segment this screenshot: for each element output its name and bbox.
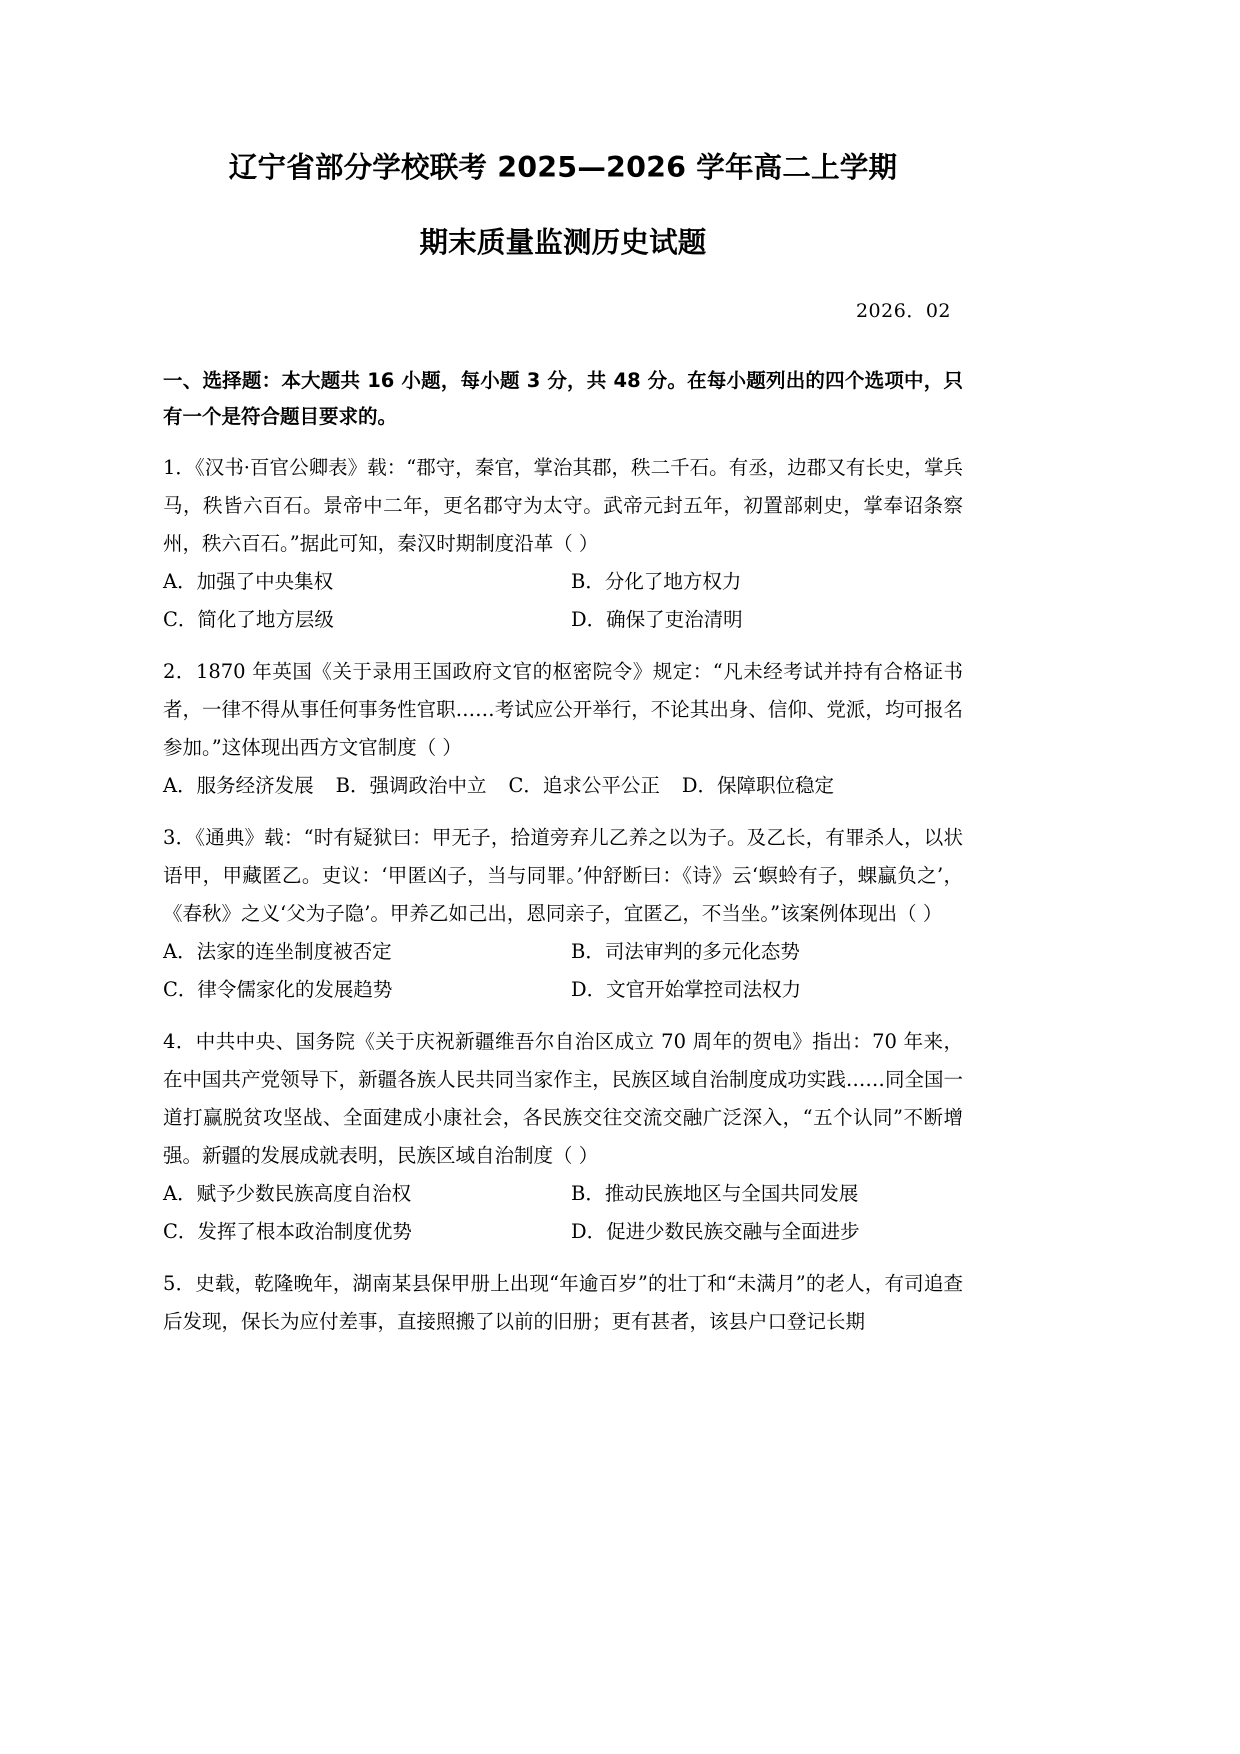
- question-text: 中共中央、国务院《关于庆祝新疆维吾尔自治区成立 70 周年的贺电》指出：70 年来，在中国共产党领导下，新疆各族人民共同当家作主，民族区域自治制度成功实践……同全国一道打赢脱贫攻坚战、全面建成小康社会，各民族交往交流交融广泛深入，“五个认同”不断增强。新疆的发展成就表明，民族区域自治制度（ ）: [163, 1029, 963, 1167]
- option-label: A．: [163, 939, 197, 963]
- question-stem: [163, 653, 963, 767]
- page-content: [163, 0, 963, 1341]
- page-title-line-2: 期末质量监测历史试题: [419, 225, 707, 259]
- question-item: [163, 449, 963, 639]
- question-stem: [163, 819, 963, 933]
- option-row: [163, 601, 963, 639]
- question-number: 2．: [163, 659, 196, 683]
- question-item: [163, 1023, 963, 1251]
- option-row: [163, 933, 963, 971]
- option-label: D．: [571, 607, 607, 631]
- option-text: 发挥了根本政治制度优势: [197, 1219, 412, 1243]
- option-text: 保障职位稳定: [717, 773, 835, 797]
- option-label: B．: [335, 773, 370, 797]
- option-text: 法家的连坐制度被否定: [196, 939, 392, 963]
- option-text: 文官开始掌控司法权力: [606, 977, 802, 1001]
- option-group: [163, 563, 963, 639]
- option-a[interactable]: [163, 767, 314, 805]
- option-label: B．: [571, 1181, 605, 1205]
- option-c[interactable]: [163, 601, 563, 639]
- option-row: [163, 1175, 963, 1213]
- option-c[interactable]: [163, 971, 563, 1009]
- option-group: [163, 933, 963, 1009]
- option-group: [163, 1175, 963, 1251]
- option-label: A．: [163, 569, 197, 593]
- option-text: 确保了吏治清明: [606, 607, 743, 631]
- option-b[interactable]: [563, 1175, 971, 1213]
- option-text: 加强了中央集权: [196, 569, 334, 593]
- option-label: B．: [571, 569, 605, 593]
- question-list: [163, 449, 963, 1341]
- option-text: 律令儒家化的发展趋势: [197, 977, 393, 1001]
- question-text: 1870 年英国《关于录用王国政府文官的枢密院令》规定：“凡未经考试并持有合格证书者，一律不得从事任何事务性官职……考试应公开举行，不论其出身、信仰、党派，均可报名参加。”这体现出西方文官制度（ ）: [163, 659, 963, 759]
- option-a[interactable]: [163, 563, 563, 601]
- question-number: 5．: [163, 1271, 196, 1295]
- option-text: 司法审判的多元化态势: [604, 939, 800, 963]
- option-a[interactable]: [163, 933, 563, 971]
- option-a[interactable]: [163, 1175, 563, 1213]
- question-item: [163, 819, 963, 1009]
- exam-date: 2026．02: [855, 299, 951, 322]
- question-stem: [163, 1265, 963, 1341]
- option-text: 促进少数民族交融与全面进步: [606, 1219, 860, 1243]
- option-b[interactable]: [563, 563, 971, 601]
- option-label: A．: [163, 773, 197, 797]
- question-text: 《通典》载：“时有疑狱曰：甲无子，拾道旁弃儿乙养之以为子。及乙长，有罪杀人，以状语甲，甲藏匿乙。吏议：‘甲匿凶子，当与同罪。’仲舒断曰：《诗》云‘螟蛉有子，蜾蠃负之’，《春秋》之义‘父为子隐’。甲养乙如己出，恩同亲子，宜匿乙，不当坐。”该案例体现出（ ）: [163, 825, 963, 925]
- question-text: 史载，乾隆晚年，湖南某县保甲册上出现“年逾百岁”的壮丁和“未满月”的老人，有司追查后发现，保长为应付差事，直接照搬了以前的旧册；更有甚者，该县户口登记长期: [163, 1271, 963, 1333]
- option-label: C．: [163, 977, 198, 1001]
- option-label: A．: [163, 1181, 197, 1205]
- question-stem: [163, 1023, 963, 1175]
- option-d[interactable]: [682, 767, 834, 805]
- option-c[interactable]: [163, 1213, 563, 1251]
- question-number: 3．: [163, 825, 196, 849]
- option-text: 强调政治中立: [369, 773, 487, 797]
- section-heading-multiple-choice: 一、选择题：本大题共 16 小题，每小题 3 分，共 48 分。在每小题列出的四个选项中，只有一个是符合题目要求的。: [163, 368, 963, 428]
- option-text: 追求公平公正: [542, 773, 660, 797]
- option-label: C．: [163, 607, 198, 631]
- question-text: 《汉书·百官公卿表》载：“郡守，秦官，掌治其郡，秩二千石。有丞，边郡又有长史，掌兵马，秩皆六百石。景帝中二年，更名郡守为太守。武帝元封五年，初置部刺史，掌奉诏条察州，秩六百石。”据此可知，秦汉时期制度沿革（ ）: [163, 455, 963, 555]
- option-label: B．: [571, 939, 605, 963]
- question-stem: [163, 449, 963, 563]
- option-c[interactable]: [508, 767, 659, 805]
- option-b[interactable]: [563, 933, 971, 971]
- page-title-line-1: 辽宁省部分学校联考 2025—2026 学年高二上学期: [228, 151, 898, 184]
- option-row: [163, 563, 963, 601]
- option-label: C．: [508, 773, 543, 797]
- option-text: 赋予少数民族高度自治权: [196, 1181, 412, 1205]
- option-text: 分化了地方权力: [604, 569, 742, 593]
- question-number: 1．: [163, 455, 195, 479]
- option-b[interactable]: [336, 767, 487, 805]
- option-text: 服务经济发展: [196, 773, 314, 797]
- option-group: [163, 767, 963, 805]
- option-label: D．: [571, 977, 607, 1001]
- option-label: D．: [681, 773, 718, 797]
- question-item: [163, 653, 963, 805]
- option-d[interactable]: [563, 601, 971, 639]
- option-text: 简化了地方层级: [197, 607, 334, 631]
- question-number: 4．: [163, 1029, 196, 1053]
- option-d[interactable]: [563, 1213, 971, 1251]
- option-row: [163, 971, 963, 1009]
- option-label: D．: [571, 1219, 607, 1243]
- option-row: [163, 1213, 963, 1251]
- option-text: 推动民族地区与全国共同发展: [604, 1181, 859, 1205]
- option-d[interactable]: [563, 971, 971, 1009]
- option-label: C．: [163, 1219, 198, 1243]
- question-item: [163, 1265, 963, 1341]
